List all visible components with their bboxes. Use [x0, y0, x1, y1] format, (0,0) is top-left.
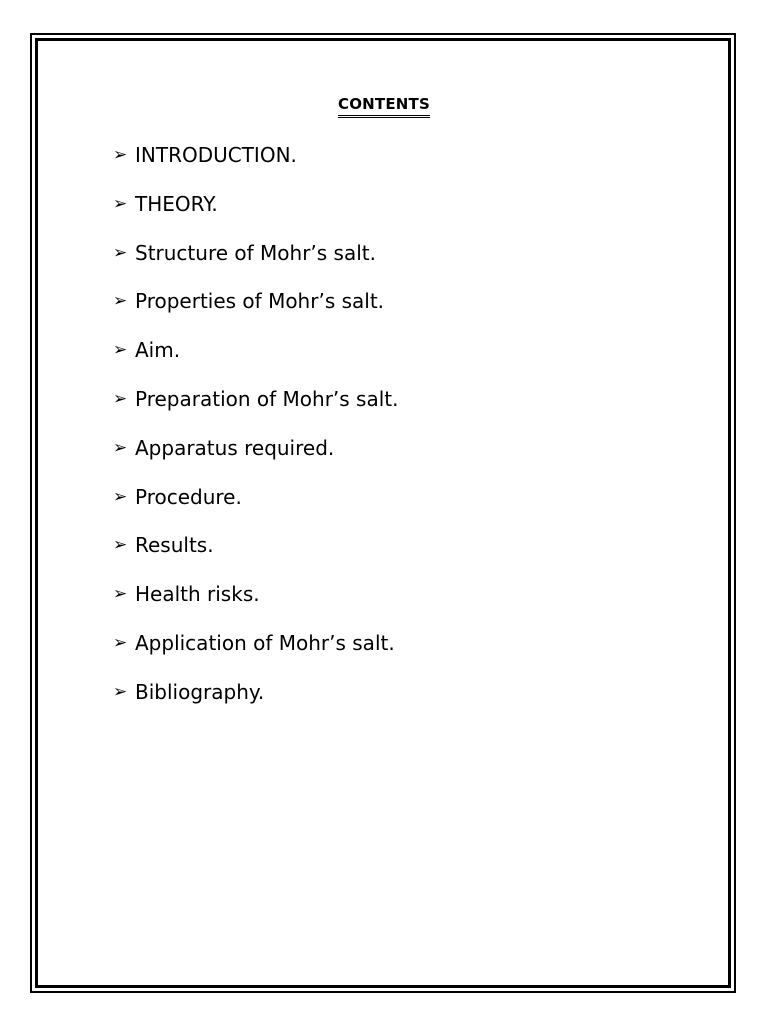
arrow-bullet-icon: ➢	[113, 584, 128, 605]
arrow-bullet-icon: ➢	[113, 193, 128, 214]
arrow-bullet-icon: ➢	[113, 681, 128, 702]
list-item-label: Structure of Mohr’s salt.	[135, 240, 376, 265]
list-item	[113, 678, 399, 727]
arrow-bullet-icon: ➢	[113, 535, 128, 556]
arrow-bullet-icon: ➢	[113, 291, 128, 312]
list-item	[113, 531, 399, 580]
list-item-label: Health risks.	[135, 582, 260, 607]
arrow-bullet-icon: ➢	[113, 242, 128, 263]
list-item	[113, 190, 399, 239]
list-item-label: Bibliography.	[135, 679, 265, 704]
list-item	[113, 434, 399, 483]
arrow-bullet-icon: ➢	[113, 437, 128, 458]
arrow-bullet-icon: ➢	[113, 340, 128, 361]
list-item	[113, 385, 399, 434]
list-item	[113, 629, 399, 678]
contents-heading-text: CONTENTS	[338, 96, 430, 118]
list-item-label: Application of Mohr’s salt.	[135, 630, 395, 655]
arrow-bullet-icon: ➢	[113, 145, 128, 165]
list-item	[113, 141, 399, 190]
list-item-label: INTRODUCTION.	[135, 143, 297, 167]
arrow-bullet-icon: ➢	[113, 632, 128, 653]
arrow-bullet-icon: ➢	[113, 388, 128, 409]
list-item	[113, 287, 399, 336]
list-item-label: THEORY.	[135, 191, 218, 216]
list-item-label: Apparatus required.	[135, 435, 335, 460]
list-item	[113, 336, 399, 385]
list-item-label: Procedure.	[135, 484, 242, 509]
list-item-label: Aim.	[135, 338, 181, 363]
arrow-bullet-icon: ➢	[113, 486, 128, 507]
list-item	[113, 483, 399, 532]
contents-heading	[0, 95, 768, 118]
list-item-label: Results.	[135, 533, 214, 558]
table-of-contents	[113, 141, 399, 727]
list-item	[113, 580, 399, 629]
list-item-label: Properties of Mohr’s salt.	[135, 289, 385, 314]
list-item	[113, 239, 399, 288]
list-item-label: Preparation of Mohr’s salt.	[135, 386, 399, 411]
